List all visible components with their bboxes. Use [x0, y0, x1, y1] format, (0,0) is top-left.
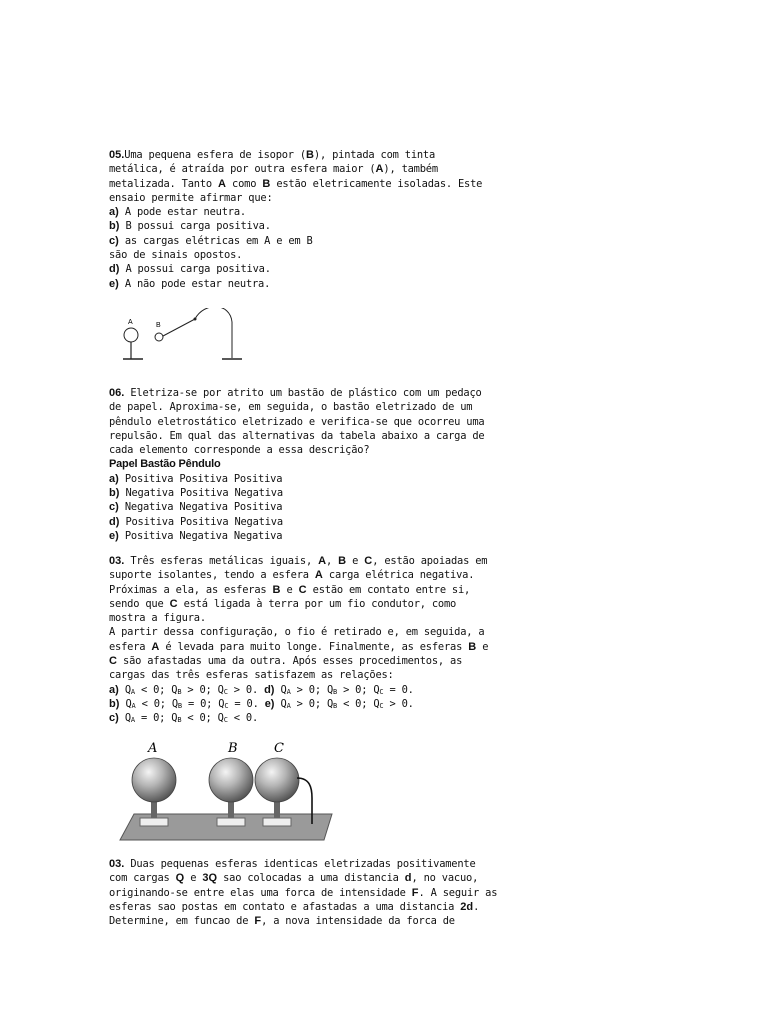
q05-fig-label-a: A [128, 319, 133, 326]
q05-line-4: ensaio permite afirmar que: [109, 191, 273, 204]
sphere-a [132, 758, 176, 802]
q03a-line-6: A partir dessa configuração, o fio é retirado e, em seguida, a [109, 626, 485, 639]
q05-line-1: 05.Uma pequena esfera de isopor (B), pintada com tinta [109, 149, 436, 161]
q05-line-2: metálica, é atraída por outra esfera maior (A), também [109, 163, 438, 176]
q03b-line-2: com cargas Q e 3Q sao colocadas a uma distancia d, no vacuo, [109, 872, 479, 885]
q05-line-3: metalizada. Tanto A como B estão eletricamente isoladas. Este [109, 177, 483, 190]
q05-option-c-cont: são de sinais opostos. [109, 249, 243, 262]
q06-line-1: 06. Eletriza-se por atrito um bastão de plástico com um pedaço [109, 387, 482, 399]
q03a-line-5: mostra a figura. [109, 612, 206, 625]
q03-fig-label-a: A [148, 741, 158, 756]
q06-option-a: a) Positiva Positiva Positiva [109, 472, 283, 485]
q05-option-c: c) as cargas elétricas em A e em B [109, 234, 313, 247]
q03-fig-label-b: B [228, 741, 238, 756]
sphere-c [255, 758, 299, 802]
question-05 [109, 148, 494, 291]
q03b-line-5: Determine, em funcao de F, a nova intensidade da forca de [109, 915, 455, 928]
q06-option-d: d) Positiva Positiva Negativa [109, 515, 283, 528]
q03a-line-4: sendo que C está ligada à terra por um fio condutor, como [109, 597, 457, 610]
q05-option-a: a) A pode estar neutra. [109, 206, 246, 219]
q05-fig-label-b: B [156, 322, 161, 329]
q06-table-header: Papel Bastão Pêndulo [109, 458, 221, 471]
sphere-b [155, 333, 163, 341]
question-03-charges [109, 857, 499, 928]
question-03-spheres [109, 554, 494, 726]
q05-option-b: b) B possui carga positiva. [109, 220, 271, 233]
question-06 [109, 386, 494, 543]
q03a-line-3: Próximas a ela, as esferas B e C estão em contato entre si, [109, 583, 471, 596]
q05-option-d: d) A possui carga positiva. [109, 263, 271, 276]
q03-fig-label-c: C [274, 741, 284, 756]
q03a-line-9: cargas das três esferas satisfazem as relações: [109, 669, 394, 682]
q03b-line-4: esferas sao postas em contato e afastadas a uma distancia 2d. [109, 900, 480, 913]
q06-line-3: pêndulo eletrostático eletrizado e verifica-se que ocorreu uma [109, 415, 485, 428]
sphere-b [209, 758, 253, 802]
q03a-options-row-3: c) $Q_A = 0$; $Q_B < 0$; $Q_C < 0$. [109, 712, 259, 725]
q03a-line-2: suporte isolantes, tendo a esfera A carga elétrica negativa. [109, 569, 475, 582]
q03b-line-1: 03. Duas pequenas esferas identicas eletrizadas positivamente [109, 858, 476, 870]
q03b-line-3: originando-se entre elas uma forca de intensidade F. A seguir as [109, 886, 498, 899]
q03a-line-7: esfera A é levada para muito longe. Finalmente, as esferas B e [109, 640, 489, 653]
q06-option-e: e) Positiva Negativa Negativa [109, 529, 283, 542]
q05-figure [112, 308, 252, 366]
q06-line-5: cada elemento corresponde a essa descrição? [109, 444, 370, 457]
sphere-a [124, 328, 138, 342]
q03a-line-1: 03. Três esferas metálicas iguais, A, B e C, estão apoiadas em [109, 555, 488, 567]
q06-option-c: c) Negativa Negativa Positiva [109, 501, 283, 514]
q06-line-2: de papel. Aproxima-se, em seguida, o bastão eletrizado de um [109, 401, 473, 414]
q03a-options-row-2: b) $Q_A < 0$; $Q_B = 0$; $Q_C = 0$. e) $Q_A > 0$; $Q_B < 0$; $Q_C > 0$. [109, 697, 414, 710]
q03-spheres-figure [118, 736, 340, 842]
q05-option-e: e) A não pode estar neutra. [109, 277, 271, 290]
q06-option-b: b) Negativa Positiva Negativa [109, 487, 283, 500]
q03a-options-row-1: a) $Q_A < 0$; $Q_B > 0$; $Q_C > 0$. d) $Q_A > 0$; $Q_B > 0$; $Q_C = 0$. [109, 683, 414, 696]
q03a-line-8: C são afastadas uma da outra. Após esses procedimentos, as [109, 655, 463, 668]
q06-line-4: repulsão. Em qual das alternativas da tabela abaixo a carga de [109, 429, 485, 442]
